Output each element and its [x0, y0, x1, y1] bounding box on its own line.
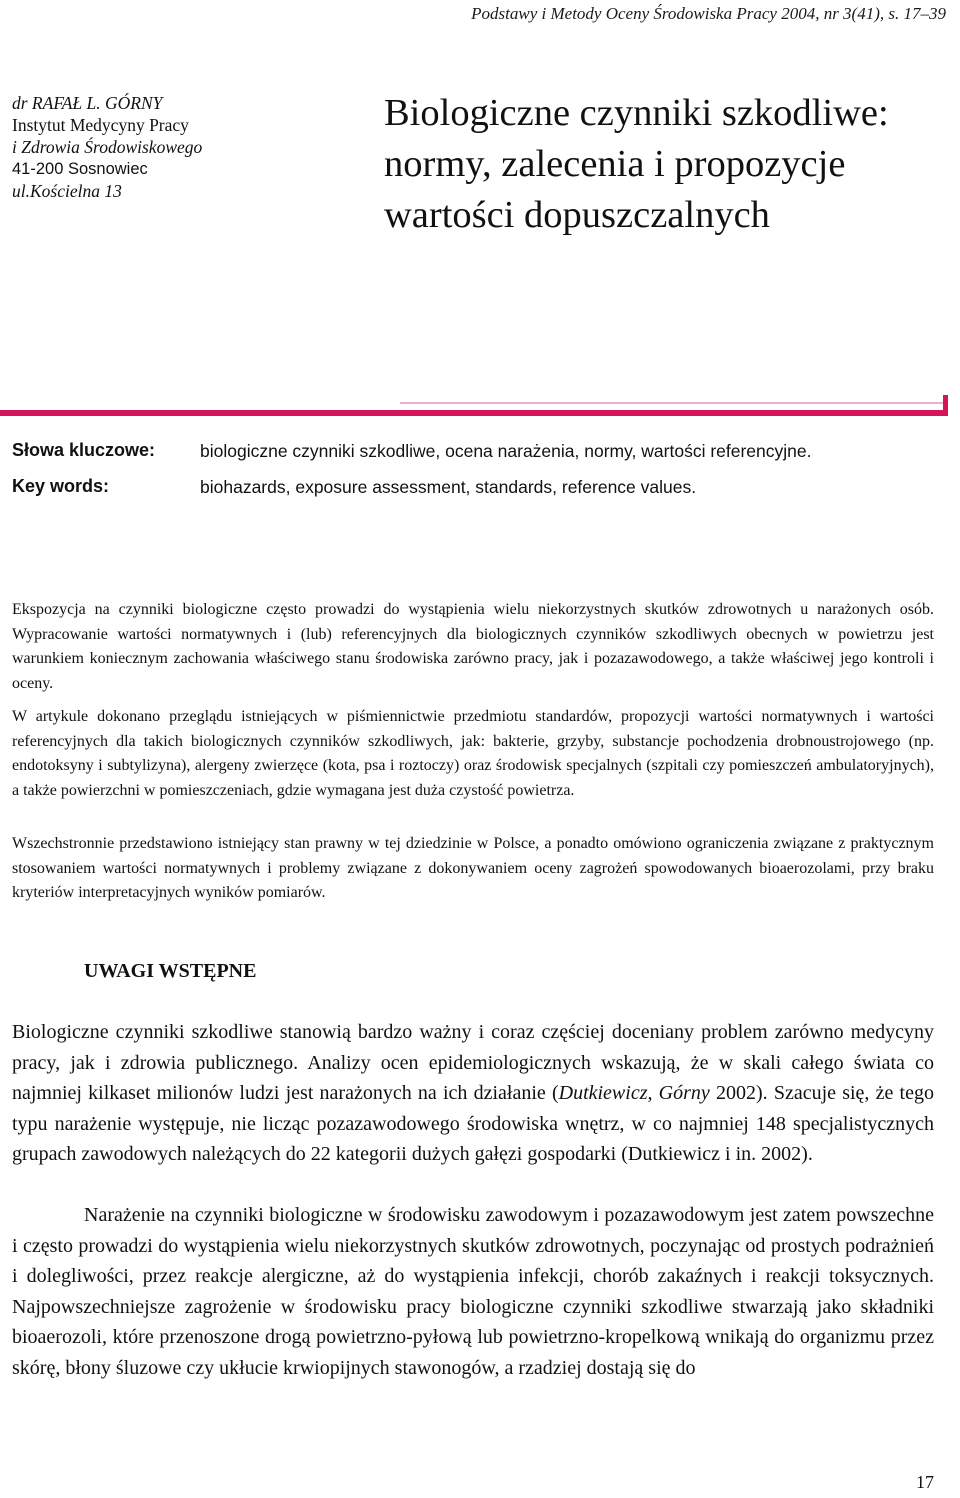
keywords-en-label: Key words: — [12, 476, 110, 496]
title-line-1: Biologiczne czynniki szkodliwe: — [384, 92, 889, 134]
keywords-pl-value: biologiczne czynniki szkodliwe, ocena narażenia, normy, wartości referencyjne. — [200, 441, 812, 461]
article-title — [384, 88, 954, 241]
keywords-pl-label: Słowa kluczowe: — [12, 440, 156, 460]
page-number: 17 — [916, 1472, 934, 1492]
author-street: ul.Kościelna 13 — [12, 181, 122, 201]
author-postal: 41-200 Sosnowiec — [12, 160, 148, 178]
keywords-en-value: biohazards, exposure assessment, standards, reference values. — [200, 477, 697, 497]
author-name: dr RAFAŁ L. GÓRNY — [12, 93, 163, 113]
author-block — [12, 92, 312, 202]
section-heading: UWAGI WSTĘPNE — [84, 960, 257, 982]
body-paragraph-1 — [12, 1017, 934, 1170]
divider-thin — [400, 402, 946, 404]
author-institute-line1: Instytut Medycyny Pracy — [12, 115, 189, 135]
title-line-3: wartości dopuszczalnych — [384, 194, 770, 236]
abstract-paragraph-3: Wszechstronnie przedstawiono istniejący stan prawny w tej dziedzinie w Polsce, a ponadto omówiono ograniczenia związane z praktycznym stosowaniem wartości normatywnych i problemy związane z dokonywaniem oceny zagrożeń spowodowanych bioaerozolami, przy braku kryteriów interpretacyjnych wyników pomiarów. — [12, 835, 934, 901]
author-institute-line2: i Zdrowia Środowiskowego — [12, 137, 203, 157]
title-line-2: normy, zalecenia i propozycje — [384, 143, 846, 185]
divider-cap — [943, 395, 948, 416]
body-paragraph-1-end: 2002). Szacuje się, że tego typu narażenie występuje, nie licząc pozazawodowego środowiska wnętrz, w co najmniej 148 specjalistycznych grupach zawodowych należących do 22 kategorii dużych gałęzi gospodarki (Dutkiewicz i in. 2002). — [12, 1082, 934, 1165]
body-paragraph-2: Narażenie na czynniki biologiczne w środowisku zawodowym i pozazawodowym jest zatem powszechne i często prowadzi do wystąpienia wielu niekorzystnych skutków zdrowotnych, poczynając od prostych podrażnień i dolegliwości, przez reakcje alergiczne, aż do wystąpienia infekcji, chorób zakaźnych i reakcji toksycznych. Najpowszechniejsze zagrożenie w środowisku pracy biologiczne czynniki szkodliwe stwarzają jako składniki bioaerozoli, które przenoszone drogą powietrzno-pyłową lub powietrzno-kropelkową wnikają do organizmu przez skórę, błony śluzowe czy ukłucie krwiopijnych stawonogów, a rzadziej dostają się do — [12, 1204, 934, 1379]
divider-thick — [0, 410, 948, 416]
citation-authors: Dutkiewicz, Górny — [558, 1082, 710, 1104]
abstract-paragraph-2: W artykule dokonano przeglądu istniejących w piśmiennictwie przedmiotu standardów, propozycji wartości normatywnych i wartości referencyjnych dla takich biologicznych czynników szkodliwych, jak: bakterie, grzyby, substancje pochodzenia drobnoustrojowego (np. endotoksyny i subtylizyna), alergeny zwierzęce (kota, psa i roztoczy) oraz środowisk specjalnych (szpitali czy pomieszczeń ambulatoryjnych), a także powierzchni w pomieszczeniach, gdzie wymagana jest duża czystość powietrza. — [12, 708, 934, 799]
running-header: Podstawy i Metody Oceny Środowiska Pracy 2004, nr 3(41), s. 17–39 — [471, 4, 946, 23]
body-paragraph-1-start: Biologiczne czynniki szkodliwe stanowią bardzo ważny i coraz częściej doceniany problem zarówno medycyny pracy, jak i zdrowia publicznego. Analizy ocen epidemiologicznych wskazują, że w skali całego świata co najmniej kilkaset milionów ludzi jest narażonych na ich działanie ( — [12, 1021, 934, 1104]
abstract-paragraph-1: Ekspozycja na czynniki biologiczne często prowadzi do wystąpienia wielu niekorzystnych skutków zdrowotnych u narażonych osób. Wypracowanie wartości normatywnych i (lub) referencyjnych dla biologicznych czynników szkodliwych obecnych w powietrzu jest warunkiem koniecznym zachowania właściwego stanu środowiska zarówno pracy, jak i pozazawodowego, a także właściwej jego kontroli i oceny. — [12, 601, 934, 692]
